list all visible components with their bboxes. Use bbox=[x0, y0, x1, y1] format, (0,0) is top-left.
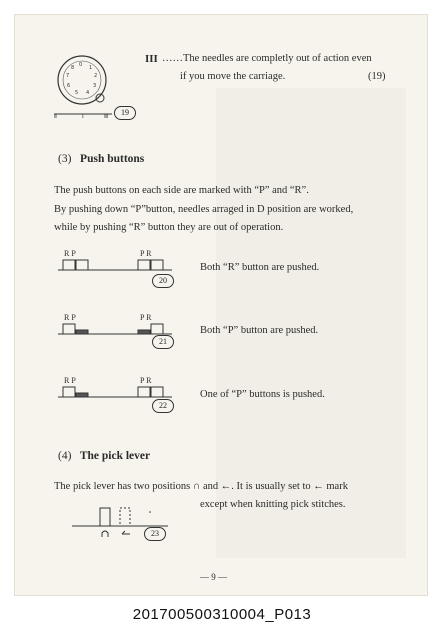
svg-text:3: 3 bbox=[93, 83, 97, 89]
figure-22-left-labels: R P bbox=[64, 376, 76, 385]
svg-text:8: 8 bbox=[71, 65, 75, 71]
section-4-number: (4) bbox=[58, 450, 72, 462]
section-3-number: (3) bbox=[58, 153, 72, 165]
push-buttons-para2: By pushing down “P”button, needles arraged in D position are worked, bbox=[54, 204, 354, 215]
svg-text:4: 4 bbox=[86, 90, 90, 96]
figure-23-diagram bbox=[72, 504, 182, 544]
pick-lever-para2: except when knitting pick stitches. bbox=[200, 499, 346, 510]
document-id: 201700500310004_P013 bbox=[132, 606, 312, 623]
figure-21-right-labels: P R bbox=[140, 313, 152, 322]
page-number: — 9 — bbox=[200, 572, 227, 582]
figure-number-22: 22 bbox=[152, 399, 174, 413]
push-buttons-para3: while by pushing “R” button they are out of operation. bbox=[54, 222, 284, 233]
figure-number-21: 21 bbox=[152, 335, 174, 349]
push-buttons-para1: The push buttons on each side are marked with “P” and “R”. bbox=[54, 185, 309, 196]
figure-20-right-labels: P R bbox=[140, 249, 152, 258]
section-4-title: The pick lever bbox=[79, 450, 151, 462]
svg-text:1: 1 bbox=[89, 65, 93, 71]
figure-20-caption: Both “R” button are pushed. bbox=[200, 262, 320, 273]
needles-note-line2: if you move the carriage. bbox=[180, 71, 286, 82]
svg-text:Ⅱ: Ⅱ bbox=[54, 113, 57, 120]
svg-text:0: 0 bbox=[79, 62, 83, 68]
figure-22-right-labels: P R bbox=[140, 376, 152, 385]
section-3-title: Push buttons bbox=[80, 153, 145, 165]
svg-text:6: 6 bbox=[67, 83, 71, 89]
figure-number-19: 19 bbox=[114, 106, 136, 120]
section-4-heading bbox=[58, 450, 150, 462]
figure-21-caption: Both “P” button are pushed. bbox=[200, 325, 319, 336]
pick-lever-para1: The pick lever has two positions ∩ and ←. It is usually set to ← mark bbox=[54, 481, 348, 492]
svg-text:7: 7 bbox=[66, 73, 70, 79]
figure-number-23: 23 bbox=[144, 527, 166, 541]
needles-note-line1: ……The needles are completly out of action even bbox=[162, 53, 372, 64]
figure-20-left-labels: R P bbox=[64, 249, 76, 258]
needles-note-ref: (19) bbox=[368, 71, 386, 82]
figure-21-left-labels: R P bbox=[64, 313, 76, 322]
marker-iii: III bbox=[145, 53, 158, 65]
svg-text:5: 5 bbox=[75, 90, 79, 96]
section-3-heading bbox=[58, 153, 144, 165]
figure-22-caption: One of “P” buttons is pushed. bbox=[200, 389, 325, 400]
svg-text:Ⅲ: Ⅲ bbox=[104, 113, 109, 120]
svg-text:Ⅰ: Ⅰ bbox=[82, 113, 84, 120]
svg-text:2: 2 bbox=[94, 73, 98, 79]
figure-number-20: 20 bbox=[152, 274, 174, 288]
